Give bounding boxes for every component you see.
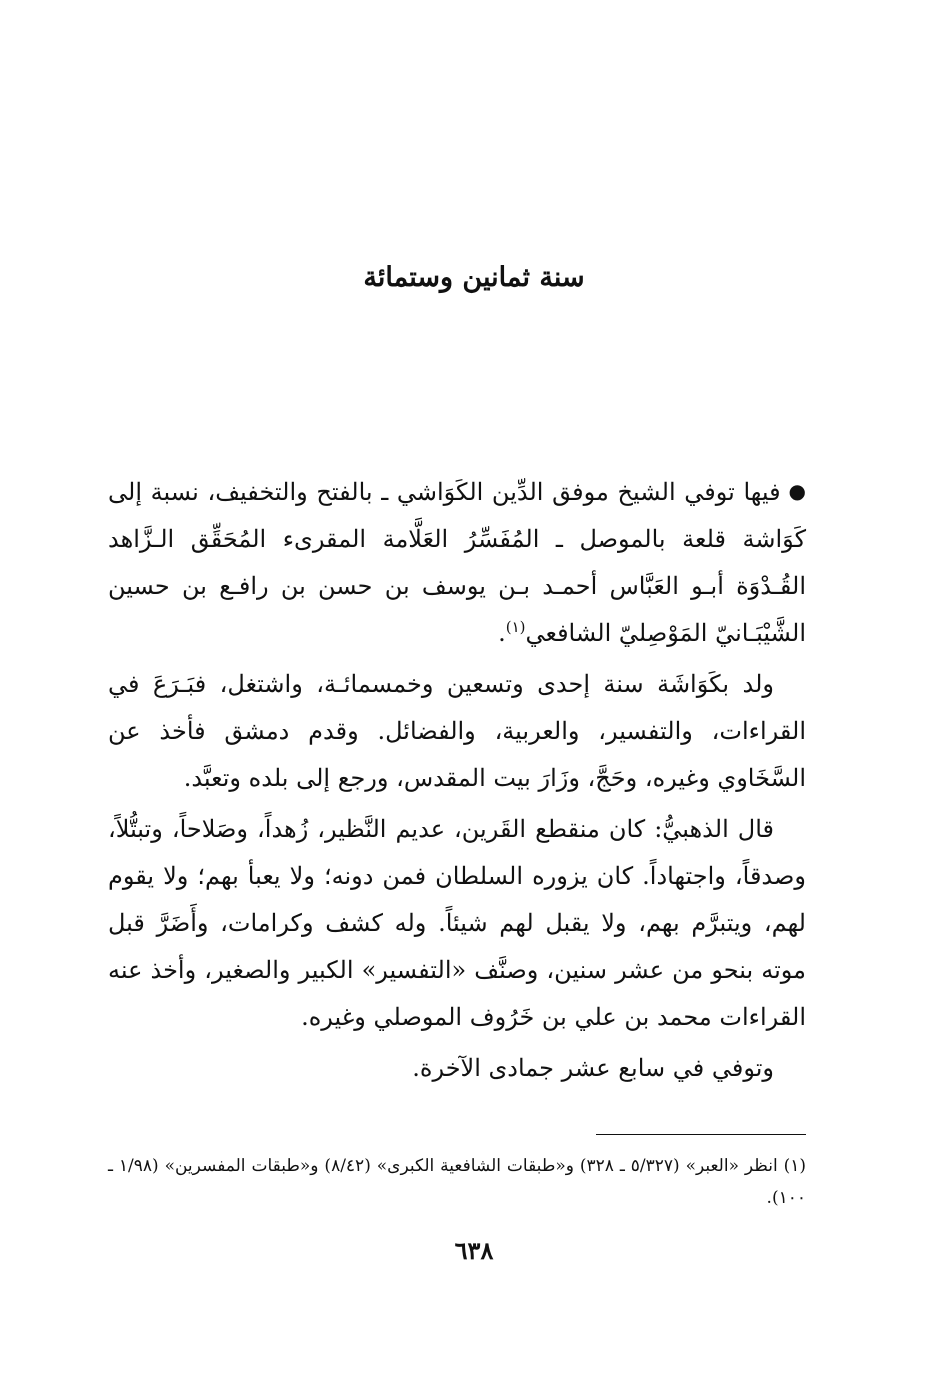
paragraph-biography-intro xyxy=(108,468,806,657)
paragraph-dhahabi-quote: قال الذهبيُّ: كان منقطع القَرين، عديم النَّظير، زُهداً، وصَلاحاً، وتبتُّلاً، وصدقاً، واجتهاداً. كان يزوره السلطان فمن دونه؛ ولا يعبأ بهم؛ ولا يقوم لهم، ويتبرَّم بهم، ولا يقبل لهم شيئاً. وله كشف وكرامات، وأَضَرَّ قبل موته بنحو من عشر سنين، وصنَّف «التفسير» الكبير والصغير، وأخذ عنه القراءات محمد بن علي بن خَرُوف الموصلي وغيره. xyxy=(108,815,806,1031)
paragraph-1-end: . xyxy=(498,619,506,647)
footnote-reference[interactable]: (١) xyxy=(505,618,526,636)
bullet-icon: ● xyxy=(788,479,806,503)
page-number: ٦٣٨ xyxy=(454,1236,494,1265)
footnotes xyxy=(108,1150,806,1214)
paragraph-birth-study: ولد بكَوَاشَة سنة إحدى وتسعين وخمسمائـة، واشتغل، فبَـرَعَ في القراءات، والتفسير، والعربية، والفضائل. وقدم دمشق فأخذ عن السَّخَاوي وغيره، وحَجَّ، وزَارَ بيت المقدس، ورجع إلى بلده وتعبَّد. xyxy=(108,670,806,792)
footnote-divider xyxy=(596,1134,806,1135)
paragraph-1-text: فيها توفي الشيخ موفق الدِّين الكَوَاشي ـ بالفتح والتخفيف، نسبة إلى كَوَاشة قلعة بالموصل ـ المُفَسِّرُ العَلَّامة المقرىء المُحَقِّق الـزَّاهد القُـدْوَة أبـو العَبَّاس أحمـد بـن يوسف بن حسن بن رافـع بن حسين الشَّيْبَـانيّ المَوْصِليّ الشافعي xyxy=(108,478,806,647)
footnote-1: (١) انظر «العبر» (٥/٣٢٧ ـ ٣٢٨) و«طبقات الشافعية الكبرى» (٨/٤٢) و«طبقات المفسرين» (١/٩٨ ـ ١٠٠). xyxy=(108,1156,807,1208)
main-text xyxy=(108,468,806,1096)
chapter-title: سنة ثمانين وستمائة xyxy=(363,262,585,293)
paragraph-death: وتوفي في سابع عشر جمادى الآخرة. xyxy=(412,1054,774,1082)
